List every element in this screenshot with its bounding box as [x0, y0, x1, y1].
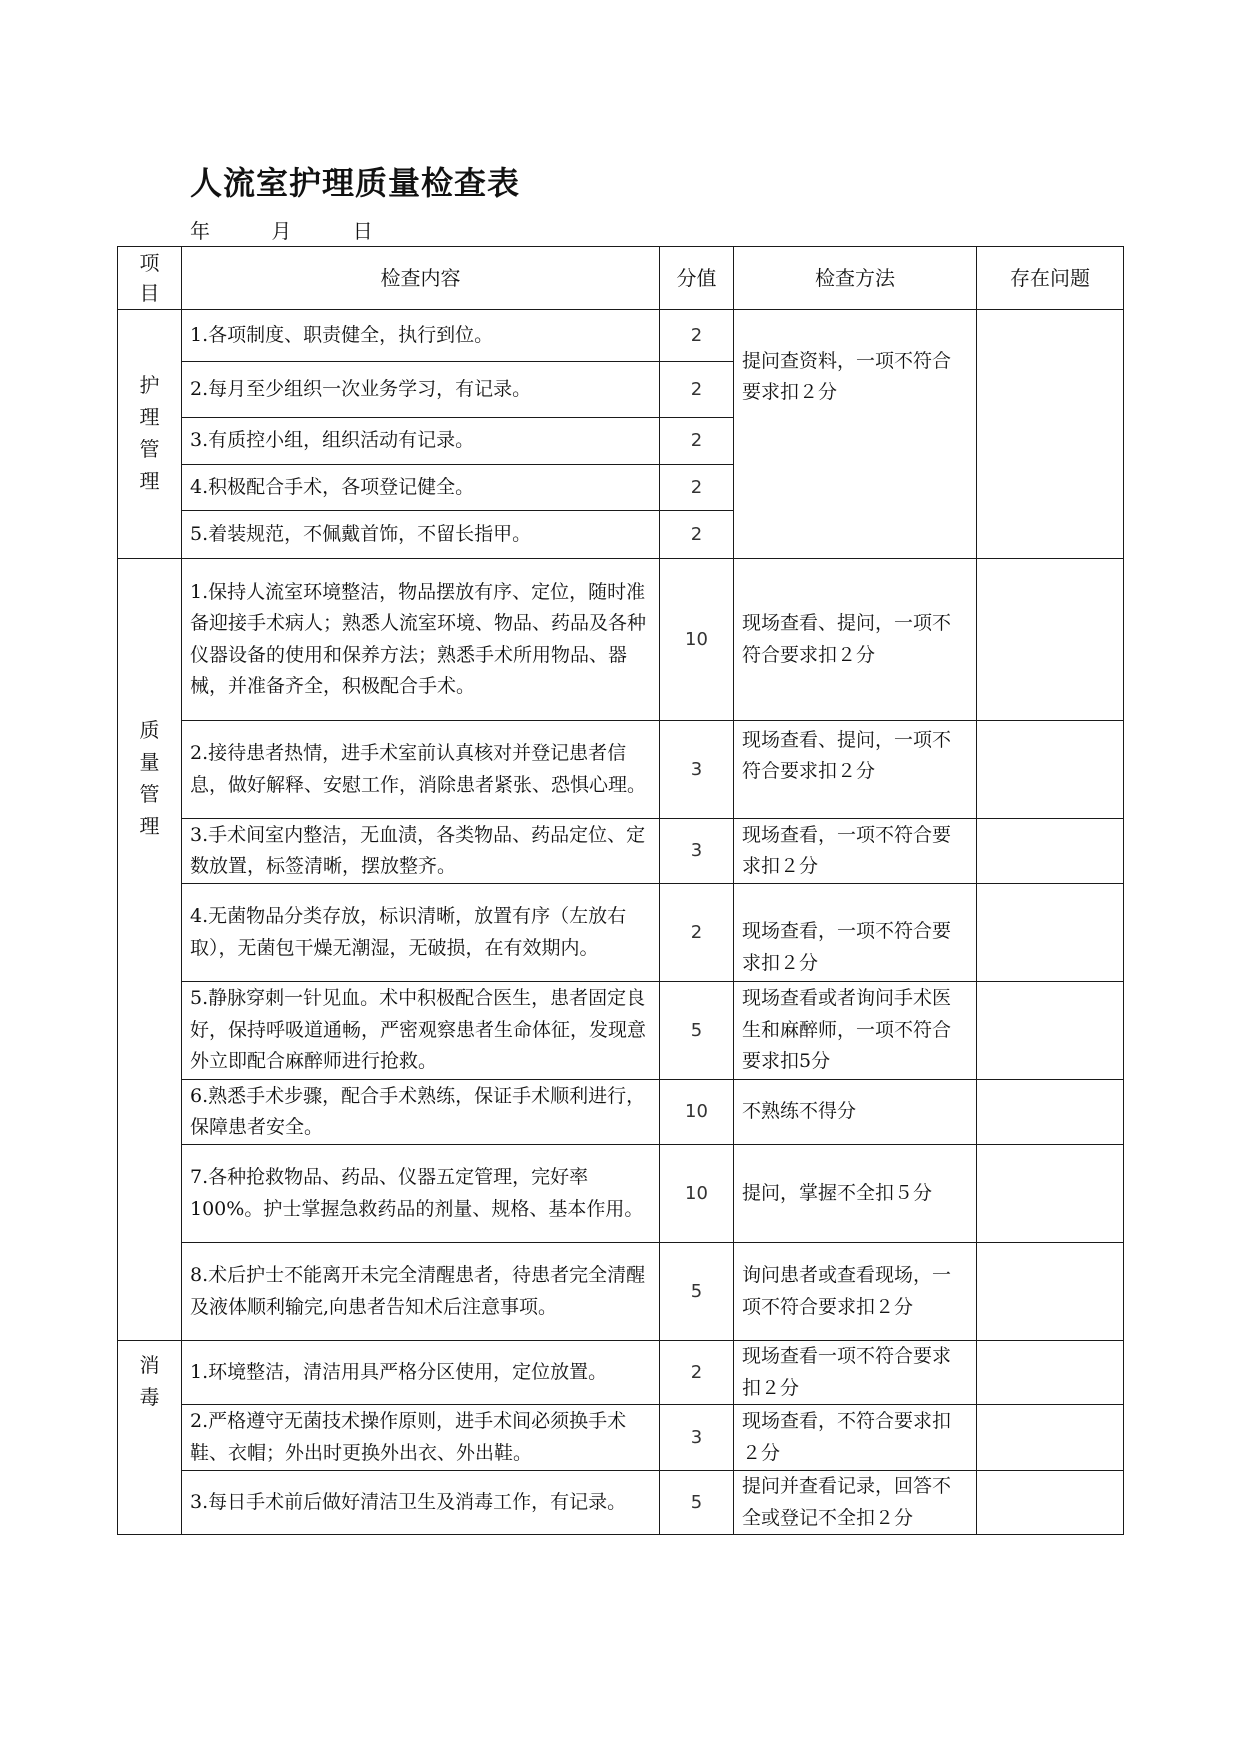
content-cell: 4.积极配合手术，各项登记健全。	[182, 465, 660, 511]
section-name-char: 护	[139, 373, 160, 398]
section-name-char: 消	[139, 1353, 160, 1377]
section-name-char: 毒	[139, 1385, 160, 1409]
date-year-label: 年	[190, 219, 210, 243]
method-cell: 不熟练不得分	[734, 1080, 977, 1145]
header-issue: 存在问题	[977, 247, 1124, 310]
section-name-char: 理	[139, 405, 160, 430]
section-name-char: 理	[139, 814, 160, 838]
method-cell: 提问，掌握不全扣５分	[734, 1145, 977, 1243]
header-method: 检查方法	[734, 247, 977, 310]
score-cell: 2	[660, 465, 734, 511]
issue-cell[interactable]	[977, 1471, 1124, 1535]
issue-cell[interactable]	[977, 884, 1124, 982]
method-cell: 现场查看或者询问手术医生和麻醉师，一项不符合要求扣5分	[734, 982, 977, 1080]
content-cell: 2.严格遵守无菌技术操作原则，进手术间必须换手术鞋、衣帽；外出时更换外出衣、外出鞋。	[182, 1405, 660, 1471]
table-row	[118, 310, 1124, 362]
table-row	[118, 819, 1124, 884]
date-line	[190, 215, 393, 244]
method-cell: 现场查看、提问，一项不符合要求扣２分	[734, 559, 977, 721]
content-cell: 1.环境整洁，清洁用具严格分区使用，定位放置。	[182, 1341, 660, 1405]
score-cell: 2	[660, 362, 734, 418]
issue-cell[interactable]	[977, 1145, 1124, 1243]
score-cell: 2	[660, 310, 734, 362]
score-cell: 3	[660, 819, 734, 884]
table-row	[118, 1405, 1124, 1471]
issue-cell[interactable]	[977, 1405, 1124, 1471]
method-cell: 现场查看，不符合要求扣２分	[734, 1405, 977, 1471]
method-cell: 现场查看、提问，一项不符合要求扣２分	[734, 721, 977, 819]
section-name-char: 管	[139, 437, 160, 462]
table-row	[118, 559, 1124, 721]
score-cell: 3	[660, 1405, 734, 1471]
table-row	[118, 982, 1124, 1080]
content-cell: 8.术后护士不能离开未完全清醒患者，待患者完全清醒及液体顺利输完,向患者告知术后注意事项。	[182, 1243, 660, 1341]
content-cell: 4.无菌物品分类存放，标识清晰，放置有序（左放右取），无菌包干燥无潮湿，无破损，在有效期内。	[182, 884, 660, 982]
score-cell: 10	[660, 1080, 734, 1145]
header-item-char: 项	[139, 251, 160, 275]
score-cell: 5	[660, 982, 734, 1080]
inspection-table	[117, 246, 1124, 1535]
score-cell: 10	[660, 559, 734, 721]
method-cell: 现场查看，一项不符合要求扣２分	[734, 884, 977, 982]
header-item	[118, 247, 182, 310]
score-cell: 2	[660, 511, 734, 559]
score-cell: 2	[660, 418, 734, 465]
table-row	[118, 884, 1124, 982]
header-content: 检查内容	[182, 247, 660, 310]
section-name-char: 管	[139, 782, 160, 806]
section-quality-management	[118, 559, 182, 1341]
score-cell: 5	[660, 1243, 734, 1341]
table-header-row	[118, 247, 1124, 310]
content-cell: 1.保持人流室环境整洁，物品摆放有序、定位，随时准备迎接手术病人；熟悉人流室环境、物品、药品及各种仪器设备的使用和保养方法；熟悉手术所用物品、器械，并准备齐全，积极配合手术。	[182, 559, 660, 721]
page-title: 人流室护理质量检查表	[190, 164, 521, 202]
issue-cell[interactable]	[977, 1080, 1124, 1145]
table-row	[118, 1080, 1124, 1145]
content-cell: 3.手术间室内整洁，无血渍，各类物品、药品定位、定数放置，标签清晰，摆放整齐。	[182, 819, 660, 884]
section-name-char: 理	[139, 469, 160, 494]
issue-cell[interactable]	[977, 310, 1124, 559]
section-nursing-management	[118, 310, 182, 559]
score-cell: 10	[660, 1145, 734, 1243]
method-cell: 提问查资料，一项不符合要求扣２分	[734, 310, 977, 559]
method-cell: 询问患者或查看现场，一项不符合要求扣２分	[734, 1243, 977, 1341]
score-cell: 5	[660, 1471, 734, 1535]
content-cell: 3.有质控小组，组织活动有记录。	[182, 418, 660, 465]
issue-cell[interactable]	[977, 1341, 1124, 1405]
issue-cell[interactable]	[977, 1243, 1124, 1341]
content-cell: 7.各种抢救物品、药品、仪器五定管理，完好率100%。护士掌握急救药品的剂量、规格、基本作用。	[182, 1145, 660, 1243]
table-row	[118, 721, 1124, 819]
issue-cell[interactable]	[977, 819, 1124, 884]
section-name-char: 质	[139, 718, 160, 742]
table-row	[118, 1145, 1124, 1243]
section-disinfection	[118, 1341, 182, 1535]
content-cell: 2.每月至少组织一次业务学习，有记录。	[182, 362, 660, 418]
content-cell: 3.每日手术前后做好清洁卫生及消毒工作，有记录。	[182, 1471, 660, 1535]
content-cell: 2.接待患者热情，进手术室前认真核对并登记患者信息，做好解释、安慰工作，消除患者紧张、恐惧心理。	[182, 721, 660, 819]
score-cell: 2	[660, 1341, 734, 1405]
header-score: 分值	[660, 247, 734, 310]
header-item-char: 目	[139, 281, 160, 305]
table-row	[118, 1471, 1124, 1535]
issue-cell[interactable]	[977, 982, 1124, 1080]
issue-cell[interactable]	[977, 559, 1124, 721]
table-row	[118, 1243, 1124, 1341]
section-name-char: 量	[139, 750, 160, 774]
method-cell: 现场查看一项不符合要求扣２分	[734, 1341, 977, 1405]
date-month-label: 月	[271, 219, 292, 243]
score-cell: 2	[660, 884, 734, 982]
method-cell: 提问并查看记录，回答不全或登记不全扣２分	[734, 1471, 977, 1535]
content-cell: 6.熟悉手术步骤，配合手术熟练，保证手术顺利进行，保障患者安全。	[182, 1080, 660, 1145]
content-cell: 1.各项制度、职责健全，执行到位。	[182, 310, 660, 362]
method-cell: 现场查看，一项不符合要求扣２分	[734, 819, 977, 884]
content-cell: 5.静脉穿刺一针见血。术中积极配合医生，患者固定良好，保持呼吸道通畅，严密观察患者生命体征，发现意外立即配合麻醉师进行抢救。	[182, 982, 660, 1080]
table-row	[118, 1341, 1124, 1405]
date-day-label: 日	[352, 219, 373, 243]
content-cell: 5.着装规范，不佩戴首饰，不留长指甲。	[182, 511, 660, 559]
issue-cell[interactable]	[977, 721, 1124, 819]
score-cell: 3	[660, 721, 734, 819]
